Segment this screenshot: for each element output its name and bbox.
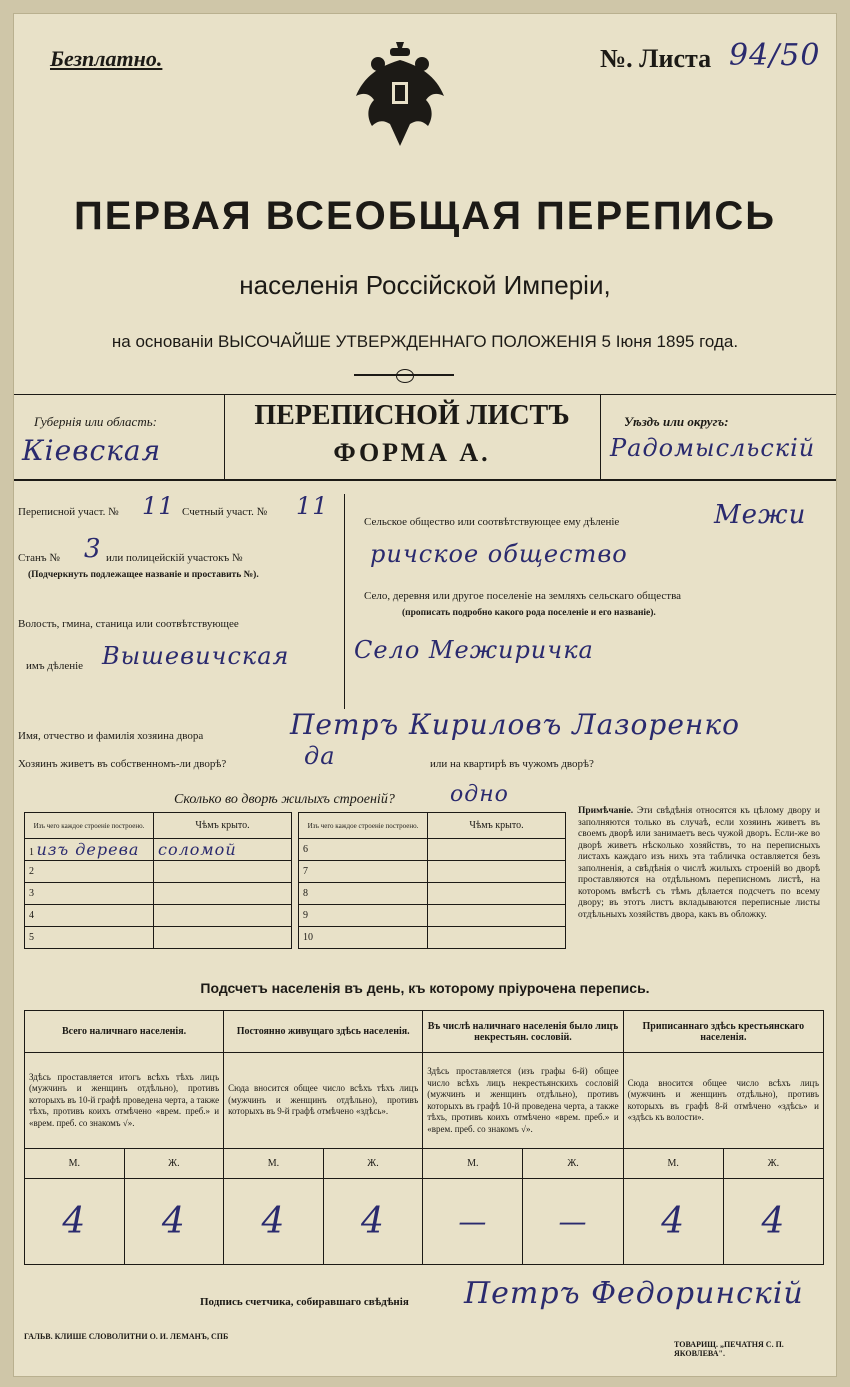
summary-col4-desc: Сюда вносится общее число всѣхъ лицъ (мужчинъ и женщинъ отдѣльно), противъ которыхъ въ графѣ 8-й отмѣчено «здѣсь» и «здѣсь къ волости».	[623, 1053, 823, 1149]
summary-col1-desc: Здѣсь проставляется итогъ всѣхъ тѣхъ лицъ (мужчинъ и женщинъ отдѣльно), противъ которыхъ въ 10-й графѣ проведена черта, а также тѣхъ, противъ коихъ отмѣчено «врем. преб.» и «врем. преб. со знакомъ √».	[25, 1053, 224, 1149]
society-value-2: ричское общество	[370, 540, 628, 568]
ornament-center	[396, 369, 414, 383]
page-title: ПЕРВАЯ ВСЕОБЩАЯ ПЕРЕПИСЬ	[74, 194, 776, 238]
col-roof-header-2: Чѣмъ крыто.	[428, 813, 566, 839]
society-label: Сельское общество или соотвѣтствующее ему дѣленіе	[364, 516, 620, 528]
building-roof-1: соломой	[154, 839, 292, 861]
sheet-title: ПЕРЕПИСНОЙ ЛИСТЪ	[254, 400, 570, 431]
building-roof-5	[154, 927, 292, 949]
owner-lives-value: да	[304, 742, 336, 770]
building-row-6: 6	[299, 839, 428, 861]
owner-other-label: или на квартирѣ въ чужомъ дворѣ?	[430, 758, 594, 770]
m-header: М.	[224, 1149, 324, 1179]
f-header: Ж.	[523, 1149, 623, 1179]
province-value: Кiевская	[22, 434, 162, 467]
building-row-2: 2	[25, 861, 154, 883]
underline-note: (Подчеркнуть подлежащее названіе и проставить №).	[28, 570, 259, 580]
owner-lives-label: Хозяинъ живетъ въ собственномъ-ли дворѣ?	[18, 758, 227, 770]
building-row-10: 10	[299, 927, 428, 949]
building-row-3: 3	[25, 883, 154, 905]
district-label: Уѣздъ или округъ:	[624, 414, 729, 429]
summary-col2-desc: Сюда вносится общее число всѣхъ тѣхъ лицъ (мужчинъ и женщинъ отдѣльно), противъ которыхъ въ 9-й графѣ отмѣчено «здѣсь».	[224, 1053, 423, 1149]
buildings-table-right	[298, 812, 566, 949]
f-header: Ж.	[723, 1149, 823, 1179]
form-label: ФОРМА А.	[333, 438, 491, 467]
counting-area-value: 11	[296, 492, 329, 520]
m-header: М.	[423, 1149, 523, 1179]
f-header: Ж.	[323, 1149, 423, 1179]
building-row-5: 5	[25, 927, 154, 949]
building-roof-7	[428, 861, 566, 883]
owner-name-label: Имя, отчество и фамилія хозяина двора	[18, 730, 204, 742]
village-hint: (прописать подробно какого рода поселеніе и его названіе).	[402, 608, 656, 618]
building-roof-2	[154, 861, 292, 883]
summary-col3-head: Въ числѣ наличнаго населенія было лицъ некрестьян. сословій.	[423, 1011, 623, 1053]
summary-col1-head: Всего наличнаго населенія.	[25, 1011, 224, 1053]
f-header: Ж.	[124, 1149, 224, 1179]
building-roof-4	[154, 905, 292, 927]
non-peasant-m: —	[423, 1179, 523, 1265]
summary-title: Подсчетъ населенія въ день, къ которому пріурочена перепись.	[200, 980, 650, 996]
printer-right: ТОВАРИЩ. „ПЕЧАТНЯ С. П. ЯКОВЛЕВА".	[674, 1340, 784, 1358]
signature-value: Петръ Федоринскiй	[464, 1276, 804, 1311]
building-roof-6	[428, 839, 566, 861]
page-subtitle: населенія Россійской Имперіи,	[239, 270, 611, 300]
buildings-value: одно	[450, 782, 509, 807]
village-value: Село Межиричка	[354, 636, 594, 664]
note-title: Примѣчаніе.	[578, 806, 634, 816]
district-value: Радомысльскiй	[610, 434, 816, 462]
building-roof-9	[428, 905, 566, 927]
permanent-f: 4	[323, 1179, 423, 1265]
col-material-header-2: Изъ чего каждое строеніе построено.	[299, 813, 428, 839]
non-peasant-f: —	[523, 1179, 623, 1265]
census-area-value: 11	[142, 492, 175, 520]
building-roof-3	[154, 883, 292, 905]
sheet-number-value: 94/50	[729, 38, 821, 73]
sheet-number-label: №. Листа	[600, 44, 712, 73]
province-label: Губернія или область:	[34, 414, 157, 429]
signature-label: Подпись счетчика, собиравшаго свѣдѣнія	[200, 1296, 409, 1308]
total-present-f: 4	[124, 1179, 224, 1265]
m-header: М.	[25, 1149, 125, 1179]
summary-col3-desc: Здѣсь проставляется (изъ графы 6-й) общее число всѣхъ лицъ некрестьянскихъ сословій (мужчинъ и женщинъ отдѣльно), противъ которыхъ въ графѣ 10-й проведена черта, а также тѣхъ, противъ коихъ отмѣчено «врем. преб.» и «врем. преб. со знакомъ √».	[423, 1053, 623, 1149]
permanent-m: 4	[224, 1179, 324, 1265]
buildings-table-left	[24, 812, 292, 949]
building-roof-10	[428, 927, 566, 949]
volost-label: Волость, гмина, станица или соотвѣтствующее	[18, 618, 239, 630]
total-present-m: 4	[25, 1179, 125, 1265]
printer-left: ГАЛЬВ. КЛИШЕ СЛОВОЛИТНИ О. И. ЛЕМАНЪ, СПБ	[24, 1332, 229, 1341]
owner-name-value: Петръ Кириловъ Лазоренко	[290, 708, 740, 741]
building-roof-8	[428, 883, 566, 905]
legal-basis: на основаніи ВЫСОЧАЙШЕ УТВЕРЖДЕННАГО ПОЛОЖЕНІЯ 5 Іюня 1895 года.	[111, 332, 739, 351]
buildings-label: Сколько во дворѣ жилыхъ строеній?	[174, 792, 395, 807]
census-area-label: Переписной участ. №	[18, 506, 119, 518]
col-material-header: Изъ чего каждое строеніе построено.	[25, 813, 154, 839]
col-roof-header: Чѣмъ крыто.	[154, 813, 292, 839]
building-row-7: 7	[299, 861, 428, 883]
building-row-8: 8	[299, 883, 428, 905]
summary-table	[24, 1010, 824, 1265]
stan-label: Станъ №	[18, 552, 60, 564]
police-label: или полицейскій участокъ №	[106, 552, 243, 564]
m-header: М.	[623, 1149, 723, 1179]
double-headed-eagle-icon	[350, 36, 450, 156]
census-sheet	[14, 14, 836, 1376]
counting-area-label: Счетный участ. №	[182, 506, 268, 518]
note	[578, 806, 820, 921]
volost-label-2: имъ дѣленіе	[26, 660, 84, 672]
stan-value: 3	[84, 534, 102, 564]
volost-value: Вышевичская	[102, 642, 290, 670]
building-row-4: 4	[25, 905, 154, 927]
note-text: Эти свѣдѣнія относятся къ цѣлому двору и заполняются только въ случаѣ, если хозяинъ живетъ въ своемъ дворѣ или занимаетъ весь чужой дворъ. Если-же во дворѣ живетъ нѣсколько хозяйствъ, то на переписныхъ листахъ каждаго изъ нихъ эта табличка оставляется безъ заполненія, а свѣдѣнія о числѣ жилыхъ строеній во дворѣ проставляются на отдѣльномъ переписномъ листѣ, на которомъ вмѣстѣ съ тѣмъ дѣлается подсчетъ по всему двору; въ этотъ листъ вкладываются переписные листы отдѣльныхъ хозяйствъ двора, какъ въ обложку.	[578, 806, 821, 920]
village-label: Село, деревня или другое поселеніе на земляхъ сельскаго общества	[364, 590, 682, 602]
building-row-1: 1 изъ дерева	[25, 839, 154, 861]
building-row-9: 9	[299, 905, 428, 927]
free-label: Безплатно.	[50, 46, 163, 71]
summary-col4-head: Приписаннаго здѣсь крестьянскаго населенія.	[623, 1011, 823, 1053]
registered-peasant-m: 4	[623, 1179, 723, 1265]
society-value-1: Межи	[714, 500, 807, 530]
summary-col2-head: Постоянно живущаго здѣсь населенія.	[224, 1011, 423, 1053]
registered-peasant-f: 4	[723, 1179, 823, 1265]
